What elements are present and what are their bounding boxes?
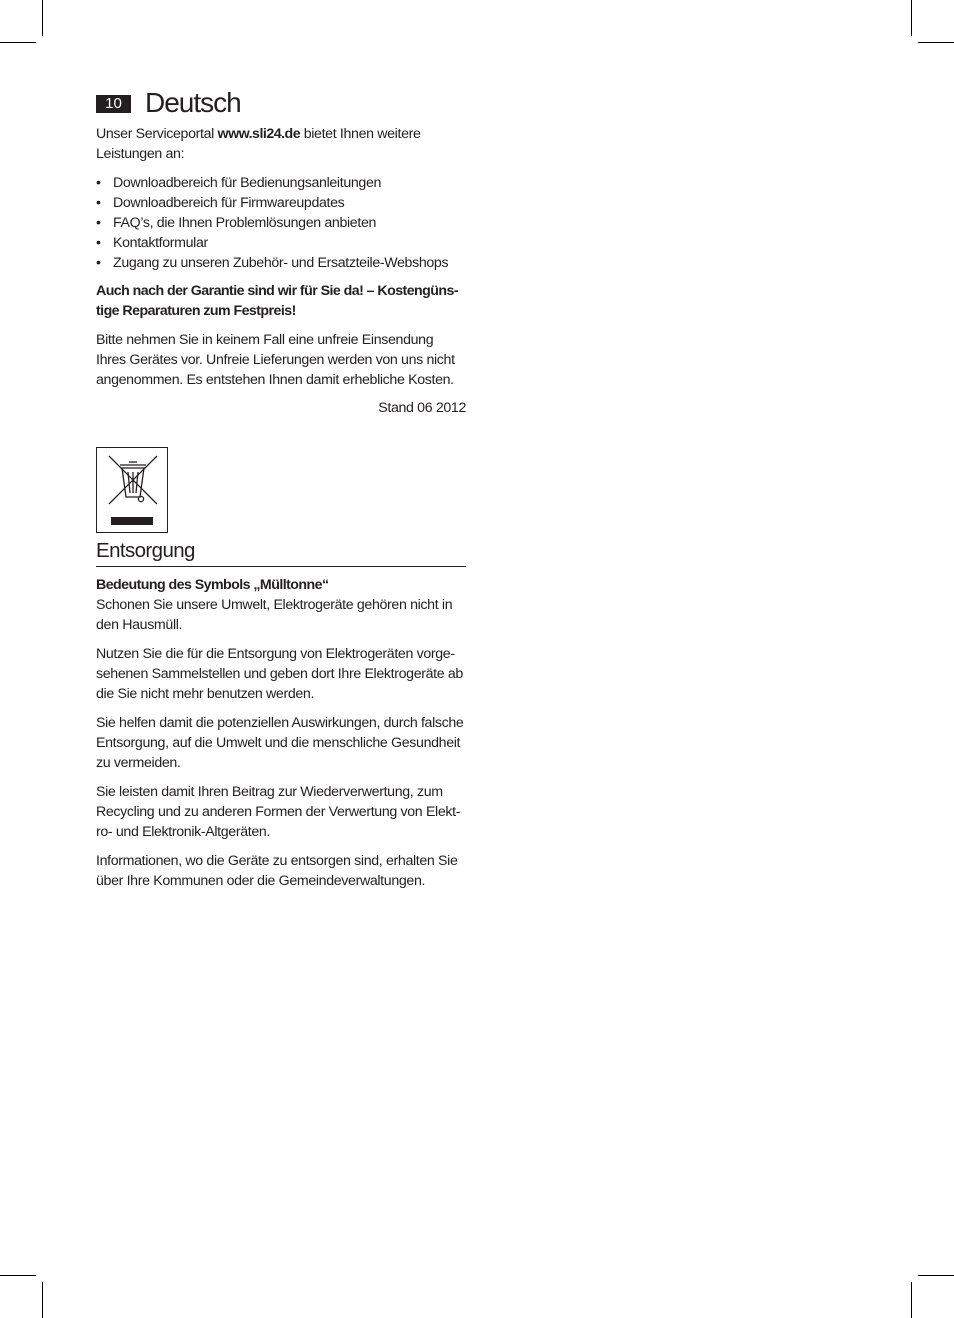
bullet: • bbox=[96, 195, 101, 211]
crop-mark bbox=[918, 1275, 954, 1276]
disposal-paragraph: Informationen, wo die Geräte zu entsorgen sind, erhalten Sie über Ihre Kommunen oder die Gemeindeverwaltungen. bbox=[96, 853, 458, 889]
list-item bbox=[96, 213, 466, 233]
list-item bbox=[96, 233, 466, 253]
shipping-note: Bitte nehmen Sie in keinem Fall eine unfreie Einsendung Ihres Gerätes vor. Unfreie Lieferungen werden von uns nicht angenommen. Es entstehen Ihnen damit erhebliche Kosten. bbox=[96, 332, 455, 388]
page-title: Deutsch bbox=[145, 87, 241, 118]
crop-mark bbox=[0, 42, 36, 43]
crop-mark bbox=[0, 1275, 36, 1276]
disposal-paragraph: Sie leisten damit Ihren Beitrag zur Wiederverwertung, zum Recycling und zu anderen Formen der Verwertung von Elekt-ro- und Elektronik-Altgeräten. bbox=[96, 784, 461, 840]
crop-mark bbox=[42, 0, 43, 36]
crop-mark bbox=[42, 1282, 43, 1318]
list-item-label: FAQ’s, die Ihnen Problemlösungen anbieten bbox=[113, 215, 377, 231]
section-title: Entsorgung bbox=[96, 539, 466, 567]
page-header bbox=[96, 86, 466, 120]
bullet: • bbox=[96, 235, 101, 251]
intro-paragraph bbox=[96, 124, 466, 164]
list-item bbox=[96, 193, 466, 213]
list-item-label: Downloadbereich für Firmwareupdates bbox=[113, 195, 345, 211]
intro-suffix: bietet Ihnen weitere Leistungen an: bbox=[96, 126, 421, 162]
list-item-label: Zugang zu unseren Zubehör- und Ersatzteile-Webshops bbox=[113, 255, 449, 271]
disposal-paragraph: Schonen Sie unsere Umwelt, Elektrogeräte gehören nicht in den Hausmüll. bbox=[96, 597, 453, 633]
list-item-label: Kontaktformular bbox=[113, 235, 208, 251]
revision-date: Stand 06 2012 bbox=[378, 400, 466, 416]
bullet: • bbox=[96, 175, 101, 191]
list-item bbox=[96, 173, 466, 193]
bullet: • bbox=[96, 215, 101, 231]
section-subheading: Bedeutung des Symbols „Mülltonne“ bbox=[96, 577, 329, 593]
bullet: • bbox=[96, 255, 101, 271]
service-portal-link[interactable]: www.sli24.de bbox=[217, 126, 301, 142]
content-column bbox=[96, 86, 466, 891]
crossed-out-wheelie-bin-icon bbox=[96, 447, 168, 533]
list-item bbox=[96, 253, 466, 273]
disposal-paragraph: Nutzen Sie die für die Entsorgung von Elektrogeräten vorge-sehenen Sammelstellen und geben dort Ihre Elektrogeräte ab die Sie nicht mehr benutzen werden. bbox=[96, 646, 463, 702]
services-list bbox=[96, 173, 466, 273]
warranty-note: Auch nach der Garantie sind wir für Sie da! – Kostengüns-tige Reparaturen zum Festpreis! bbox=[96, 283, 459, 319]
intro-prefix: Unser Serviceportal bbox=[96, 126, 218, 142]
crop-mark bbox=[911, 1282, 912, 1318]
crop-mark bbox=[918, 42, 954, 43]
list-item-label: Downloadbereich für Bedienungsanleitungen bbox=[113, 175, 382, 191]
disposal-paragraph: Sie helfen damit die potenziellen Auswirkungen, durch falsche Entsorgung, auf die Umwelt und die menschliche Gesundheit zu vermeiden. bbox=[96, 715, 464, 771]
crop-mark bbox=[911, 0, 912, 36]
page-number: 10 bbox=[96, 95, 131, 113]
